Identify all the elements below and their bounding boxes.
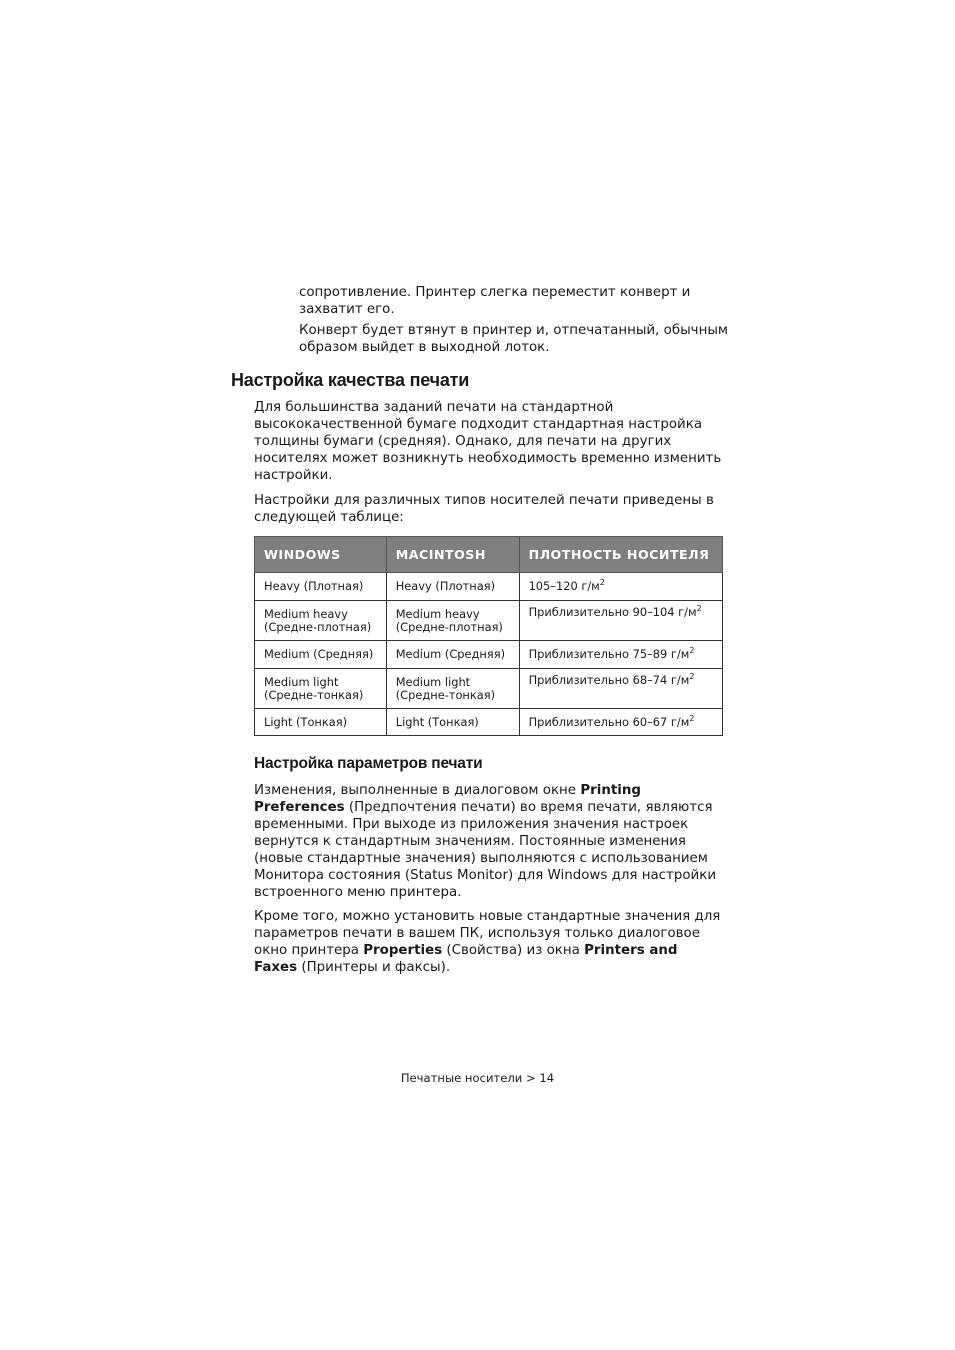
paragraph-text: Кроме того, можно установить новые стандартные значения для параметров печати в вашем ПК, используя только диалоговое окно принтера	[254, 909, 721, 958]
cell-weight	[519, 709, 722, 736]
unit-superscript: 2	[696, 604, 702, 614]
emphasis-properties: Properties	[363, 943, 443, 958]
column-header-media-weight: ПЛОТНОСТЬ НОСИТЕЛЯ	[519, 537, 722, 573]
table-row	[255, 641, 723, 669]
cell-macintosh: Light (Тонкая)	[386, 709, 519, 736]
cell-windows: Medium light (Средне-тонкая)	[255, 669, 387, 709]
table-row	[255, 709, 723, 736]
subsection-heading-print-settings: Настройка параметров печати	[254, 755, 483, 772]
table-row	[255, 573, 723, 601]
unit-superscript: 2	[689, 713, 695, 723]
section1-paragraph-2: Настройки для различных типов носителей печати приведены в следующей таблице:	[254, 493, 714, 525]
cell-macintosh: Medium heavy (Средне-плотная)	[386, 601, 519, 641]
emphasis-printing-preferences: Printing Preferences	[254, 783, 641, 815]
weight-value: Приблизительно 90–104 г/м	[528, 605, 697, 619]
weight-value: Приблизительно 60–67 г/м	[528, 714, 690, 729]
cell-macintosh: Medium (Средняя)	[386, 641, 519, 669]
weight-value: Приблизительно 75–89 г/м	[528, 647, 690, 661]
paragraph-text: (Предпочтения печати) во время печати, являются временными. При выходе из приложения значения настроек вернутся к стандартным значениям. Постоянные изменения (новые стандартные значения) выполняются с использованием Монитора состояния (Status Monitor) для Windows для настройки встроенного меню принтера.	[254, 800, 717, 900]
table-row	[255, 601, 723, 641]
media-weight-table	[254, 536, 723, 736]
cell-macintosh: Medium light (Средне-тонкая)	[386, 669, 519, 709]
unit-superscript: 2	[689, 672, 695, 682]
cell-windows: Heavy (Плотная)	[255, 573, 387, 601]
paragraph-text: Изменения, выполненные в диалоговом окне	[254, 783, 581, 798]
cell-windows: Medium heavy (Средне-плотная)	[255, 601, 387, 641]
weight-value: Приблизительно 68–74 г/м	[528, 673, 690, 687]
cell-windows: Medium (Средняя)	[255, 641, 387, 669]
section2-paragraph-1	[254, 782, 724, 901]
table-header-row	[255, 537, 723, 573]
intro-paragraph-2: Конверт будет втянут в принтер и, отпечатанный, обычным образом выйдет в выходной лоток.	[299, 323, 729, 355]
emphasis-printers-and-faxes: Printers and Faxes	[254, 943, 678, 975]
intro-paragraph-1: сопротивление. Принтер слегка переместит конверт и захватит его.	[299, 285, 691, 317]
unit-superscript: 2	[599, 578, 605, 588]
paragraph-text: (Принтеры и факсы).	[297, 960, 451, 975]
paragraph-text: (Свойства) из окна	[442, 943, 585, 958]
table-row	[255, 669, 723, 709]
weight-value: 105–120 г/м	[528, 579, 600, 593]
section-heading-print-quality: Настройка качества печати	[231, 370, 470, 390]
cell-macintosh: Heavy (Плотная)	[386, 573, 519, 601]
section2-paragraph-2	[254, 908, 724, 976]
section1-paragraph-1: Для большинства заданий печати на стандартной высококачественной бумаге подходит стандартная настройка толщины бумаги (средняя). Однако, для печати на других носителях может возникнуть необходимость временно изменить настройки.	[254, 400, 722, 483]
cell-windows: Light (Тонкая)	[255, 709, 387, 736]
cell-weight	[519, 573, 722, 601]
unit-superscript: 2	[689, 646, 695, 656]
cell-weight	[519, 641, 722, 669]
cell-weight	[519, 601, 722, 641]
column-header-windows: WINDOWS	[255, 537, 387, 573]
page-footer: Печатные носители > 14	[400, 1071, 555, 1085]
column-header-macintosh: MACINTOSH	[386, 537, 519, 573]
cell-weight	[519, 669, 722, 709]
